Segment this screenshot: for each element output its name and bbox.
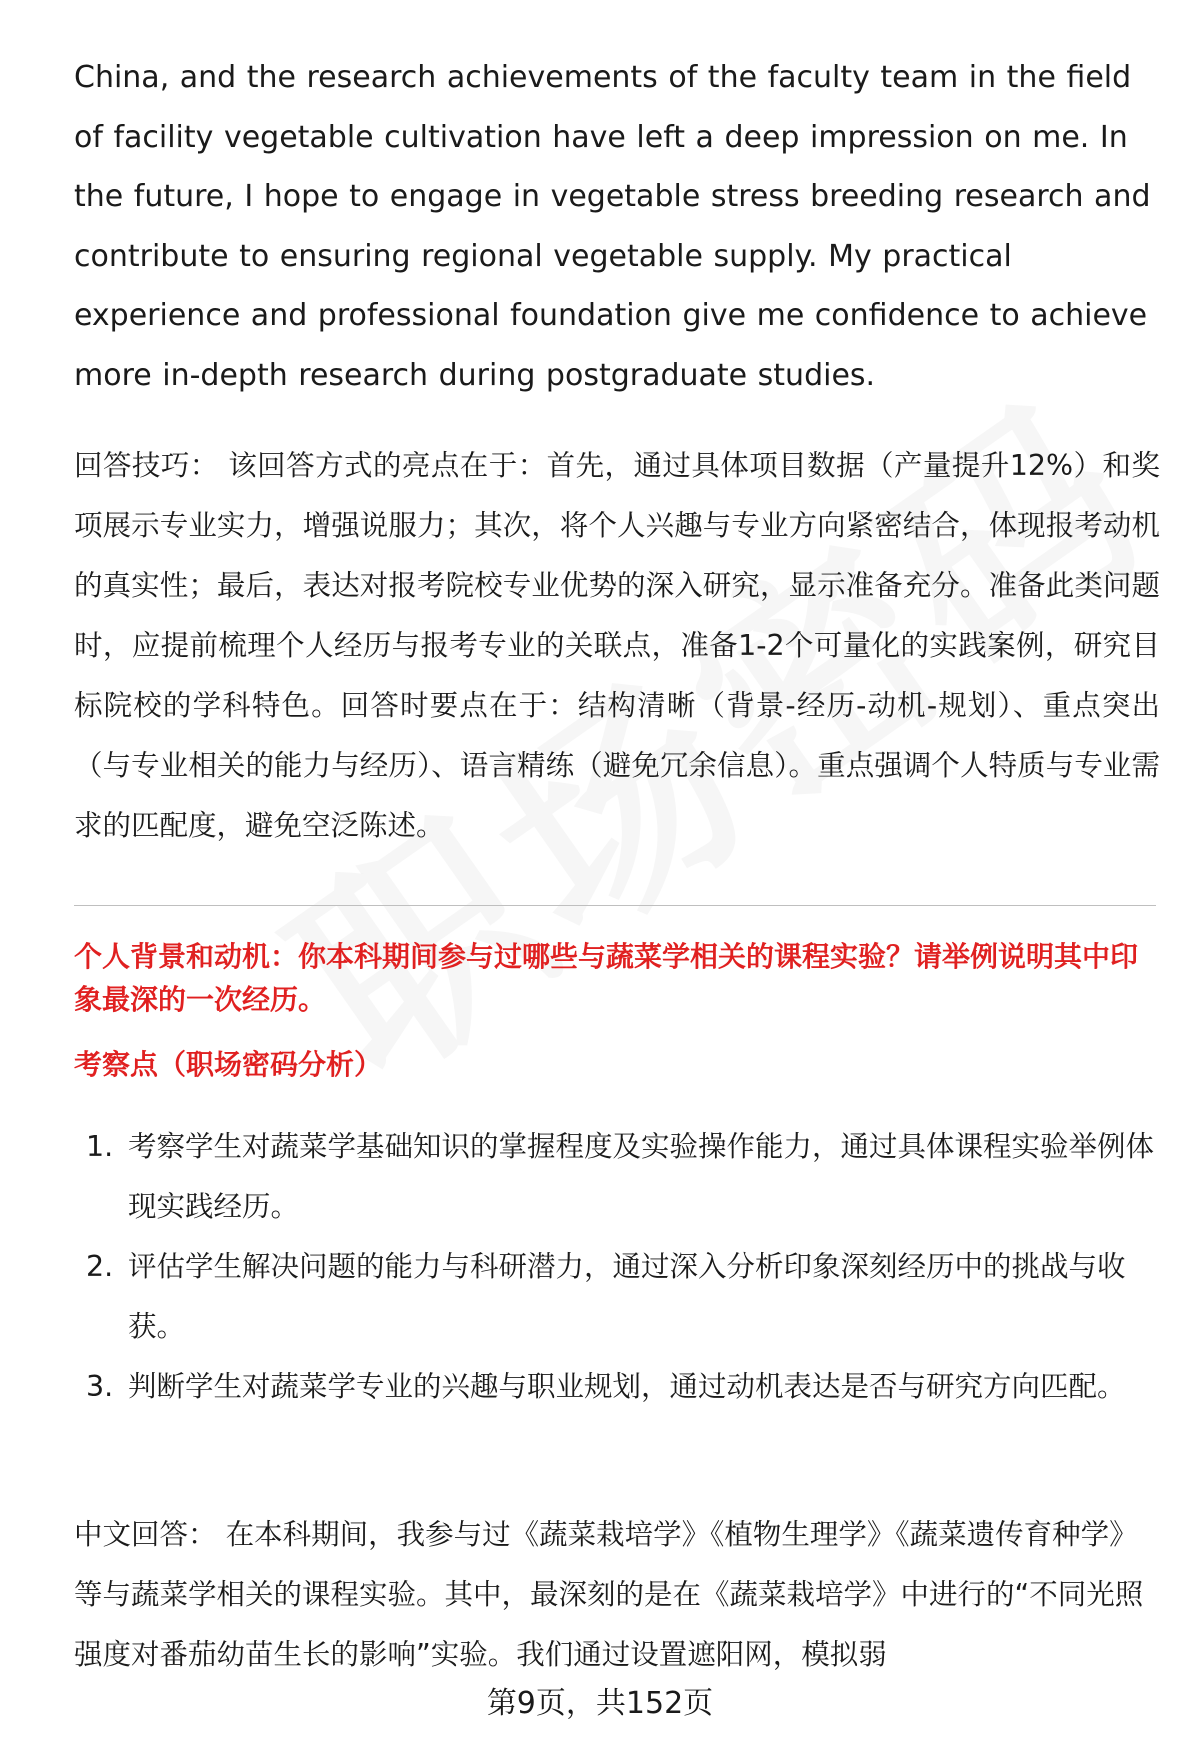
list-item-text: 考察学生对蔬菜学基础知识的掌握程度及实验操作能力，通过具体课程实验举例体现实践经历。 [128, 1130, 1155, 1223]
list-item-number: 3. [86, 1370, 114, 1403]
chinese-answer-label: 中文回答： [74, 1518, 217, 1551]
answer-tips-text: 该回答方式的亮点在于：首先，通过具体项目数据（产量提升12%）和奖项展示专业实力，增强说服力；其次，将个人兴趣与专业方向紧密结合，体现报考动机的真实性；最后，表达对报考院校专业优势的深入研究，显示准备充分。准备此类问题时，应提前梳理个人经历与报考专业的关联点，准备1-2个可量化的实践案例，研究目标院校的学科特色。回答时要点在于：结构清晰（背景-经历-动机-规划）、重点突出（与专业相关的能力与经历）、语言精练（避免冗余信息）。重点强调个人特质与专业需求的匹配度，避免空泛陈述。 [74, 449, 1160, 842]
assessment-heading: 考察点（职场密码分析） [74, 1048, 383, 1081]
question-heading: 个人背景和动机：你本科期间参与过哪些与蔬菜学相关的课程实验？请举例说明其中印象最深的一次经历。 [74, 940, 1139, 1016]
chinese-answer-text: 在本科期间，我参与过《蔬菜栽培学》《植物生理学》《蔬菜遗传育种学》等与蔬菜学相关的课程实验。其中，最深刻的是在《蔬菜栽培学》中进行的“不同光照强度对番茄幼苗生长的影响”实验。我们通过设置遮阳网，模拟弱 [74, 1518, 1144, 1671]
answer-tips-paragraph [74, 436, 1160, 856]
list-item-number: 2. [86, 1250, 114, 1283]
list-item [74, 1237, 1160, 1357]
answer-tips-label: 回答技巧： [74, 449, 219, 482]
list-item [74, 1117, 1160, 1237]
page-number-footer: 第9页，共152页 [486, 1686, 714, 1721]
list-item-text: 判断学生对蔬菜学专业的兴趣与职业规划，通过动机表达是否与研究方向匹配。 [128, 1370, 1126, 1403]
english-paragraph: China, and the research achievements of the faculty team in the field of facility vegetable cultivation have left a deep impression on me. In the future, I hope to engage in vegetable stress breeding research and contribute to ensuring regional vegetable supply. My practical experience and professional foundation give me confidence to achieve more in-depth research during postgraduate studies. [74, 60, 1151, 393]
section-divider [74, 905, 1156, 906]
list-item-text: 评估学生解决问题的能力与科研潜力，通过深入分析印象深刻经历中的挑战与收获。 [128, 1250, 1126, 1343]
list-item [74, 1357, 1160, 1417]
chinese-answer-paragraph [74, 1505, 1160, 1685]
assessment-list [74, 1117, 1160, 1417]
list-item-number: 1. [86, 1130, 114, 1163]
